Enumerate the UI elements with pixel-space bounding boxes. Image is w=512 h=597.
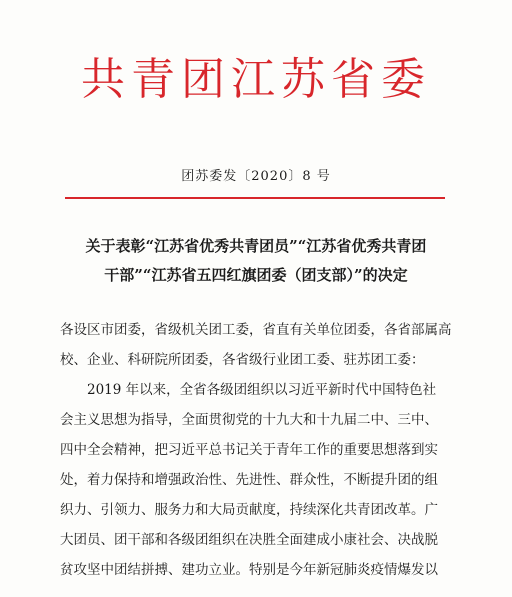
org-masthead: 共青团江苏省委 — [81, 54, 431, 105]
document-number: 团苏委发〔2020〕8 号 — [181, 169, 331, 184]
body-line: 四中全会精神，把习近平总书记关于青年工作的重要思想落到实 — [60, 442, 438, 458]
body-line: 织力、引领力、服务力和大局贡献度，持续深化共青团改革。广 — [60, 502, 438, 518]
body-line: 2019 年以来，全省各级团组织以习近平新时代中国特色社 — [87, 382, 437, 398]
body-line: 处，着力保持和增强政治性、先进性、群众性，不断提升团的组 — [60, 472, 438, 488]
body-line: 校、企业、科研院所团委，各省级行业团工委、驻苏团工委： — [60, 352, 425, 368]
title-line-1: 关于表彰“江苏省优秀共青团员”“江苏省优秀共青团 — [85, 237, 427, 255]
body-line: 各设区市团委，省级机关团工委，省直有关单位团委，各省部属高 — [60, 322, 452, 338]
body-line: 会主义思想为指导，全面贯彻党的十九大和十九届二中、三中、 — [60, 412, 438, 428]
body-line: 贫攻坚中团结拼搏、建功立业。特别是今年新冠肺炎疫情爆发以 — [60, 562, 438, 578]
red-divider — [65, 197, 445, 199]
document-body — [60, 315, 452, 585]
document-title — [60, 232, 452, 290]
title-line-2: 干部”“江苏省五四红旗团委（团支部）”的决定 — [104, 266, 408, 284]
body-line: 大团员、团干部和各级团组织在决胜全面建成小康社会、决战脱 — [60, 532, 438, 548]
